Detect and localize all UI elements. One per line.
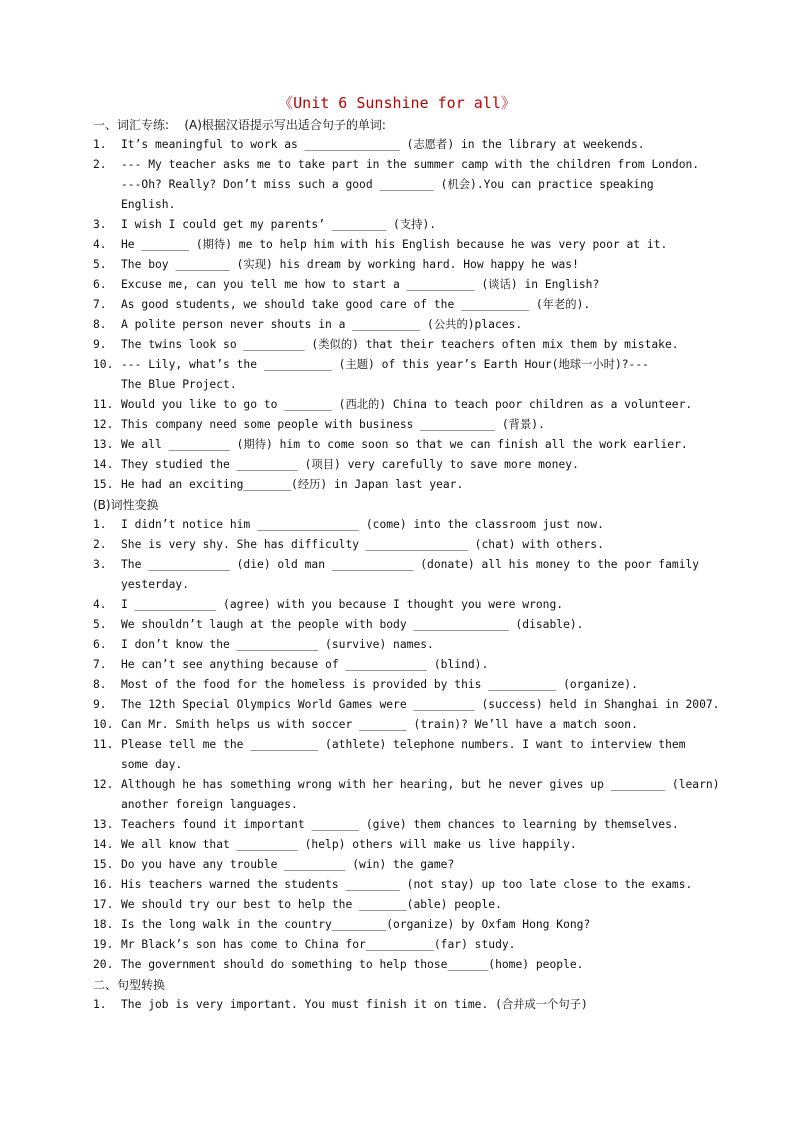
- item-text: He can’t see anything because of ____________ (blind).: [121, 658, 489, 671]
- item-text: English.: [121, 198, 176, 211]
- exercise-b-item: [93, 877, 713, 893]
- item-number: 5.: [93, 258, 107, 271]
- item-number: 14.: [93, 458, 114, 471]
- exercise-a-item: [93, 357, 713, 373]
- exercise-b-item: [93, 617, 713, 633]
- item-text: Excuse me, can you tell me how to start a __________ (谈话) in English?: [121, 278, 600, 291]
- item-number: 9.: [93, 698, 107, 711]
- exercise-a-item: [93, 457, 713, 473]
- section-heading-sentence-transform: 二、句型转换: [93, 978, 166, 992]
- item-text: This company need some people with business ___________ (背景).: [121, 418, 545, 431]
- exercise-a-item: [93, 297, 713, 313]
- exercise-b-item: [121, 757, 741, 773]
- exercise-a-item: [93, 237, 713, 253]
- item-number: 10.: [93, 358, 114, 371]
- exercise-a-item: [93, 337, 713, 353]
- item-number: 15.: [93, 858, 114, 871]
- spacer: [169, 118, 184, 132]
- item-number: 17.: [93, 898, 114, 911]
- item-number: 1.: [93, 138, 107, 151]
- item-number: 11.: [93, 398, 114, 411]
- item-number: 10.: [93, 718, 114, 731]
- item-number: 12.: [93, 778, 114, 791]
- item-text: --- My teacher asks me to take part in the summer camp with the children from London.: [121, 158, 700, 171]
- item-number: 19.: [93, 938, 114, 951]
- item-number: 1.: [93, 518, 107, 531]
- section-heading-vocabulary: [93, 117, 713, 133]
- item-text: We all know that _________ (help) others will make us live happily.: [121, 838, 577, 851]
- item-number: 3.: [93, 558, 107, 571]
- exercise-a-item: [93, 157, 713, 173]
- item-text: He had an exciting_______(经历) in Japan last year.: [121, 478, 464, 491]
- item-text: It’s meaningful to work as ______________ (志愿者) in the library at weekends.: [121, 138, 645, 151]
- exercise-a-item: [93, 477, 713, 493]
- item-number: 1.: [93, 998, 107, 1011]
- exercise-b-item: [93, 917, 713, 933]
- item-number: 4.: [93, 238, 107, 251]
- item-text: We all _________ (期待) him to come soon so that we can finish all the work earlier.: [121, 438, 688, 451]
- item-text: The ____________ (die) old man ____________ (donate) all his money to the poor family: [121, 558, 700, 571]
- item-text: Would you like to go to _______ (西北的) China to teach poor children as a volunteer.: [121, 398, 693, 411]
- item-text: The boy ________ (实现) his dream by working hard. How happy he was!: [121, 258, 579, 271]
- exercise-b-item: [93, 677, 713, 693]
- exercise-a-item: [93, 137, 713, 153]
- item-number: 13.: [93, 818, 114, 831]
- item-text: Mr Black’s son has come to China for__________(far) study.: [121, 938, 516, 951]
- exercise-b-item: [93, 777, 720, 793]
- item-text: We should try our best to help the _______(able) people.: [121, 898, 502, 911]
- exercise-b-item: [93, 517, 713, 533]
- exercise-b-item: [121, 577, 741, 593]
- item-number: 16.: [93, 878, 114, 891]
- exercise-b-item: [93, 537, 713, 553]
- exercise-2-item: [93, 997, 713, 1013]
- item-text: They studied the _________ (项目) very carefully to save more money.: [121, 458, 579, 471]
- item-text: Teachers found it important _______ (give) them chances to learning by themselves.: [121, 818, 679, 831]
- item-number: 5.: [93, 618, 107, 631]
- exercise-b-item: [93, 857, 713, 873]
- item-text: Can Mr. Smith helps us with soccer _______ (train)? We’ll have a match soon.: [121, 718, 638, 731]
- exercise-b-item: [93, 597, 713, 613]
- item-text: I wish I could get my parents’ ________ (支持).: [121, 218, 437, 231]
- item-number: 9.: [93, 338, 107, 351]
- item-text: She is very shy. She has difficulty _______________ (chat) with others.: [121, 538, 604, 551]
- item-number: 7.: [93, 658, 107, 671]
- exercise-b-item: [121, 797, 741, 813]
- item-number: 4.: [93, 598, 107, 611]
- exercise-a-item: [93, 277, 713, 293]
- page-title: 《Unit 6 Sunshine for all》: [278, 94, 516, 112]
- item-number: 7.: [93, 298, 107, 311]
- item-number: 2.: [93, 158, 107, 171]
- exercise-b-item: [93, 897, 713, 913]
- item-text: He _______ (期待) me to help him with his English because he was very poor at it.: [121, 238, 668, 251]
- item-text: The job is very important. You must finish it on time. (合并成一个句子): [121, 998, 588, 1011]
- item-number: 12.: [93, 418, 114, 431]
- item-text: His teachers warned the students ________ (not stay) up too late close to the exams.: [121, 878, 693, 891]
- item-text: ---Oh? Really? Don’t miss such a good ________ (机会).You can practice speaking: [121, 178, 654, 191]
- item-text: another foreign languages.: [121, 798, 298, 811]
- exercise-a-item: [121, 197, 741, 213]
- item-number: 3.: [93, 218, 107, 231]
- exercise-b-item: [93, 657, 713, 673]
- exercise-b-item: [93, 957, 713, 973]
- item-text: some day.: [121, 758, 183, 771]
- item-number: 15.: [93, 478, 114, 491]
- item-text: The twins look so _________ (类似的) that their teachers often mix them by mistake.: [121, 338, 679, 351]
- part-b-heading: (B)词性变换: [93, 498, 159, 512]
- item-text: Do you have any trouble _________ (win) the game?: [121, 858, 455, 871]
- exercise-a-item: [93, 437, 713, 453]
- item-text: --- Lily, what’s the __________ (主题) of this year’s Earth Hour(地球一小时)?---: [121, 358, 649, 371]
- item-text: yesterday.: [121, 578, 190, 591]
- exercise-b-item: [93, 717, 713, 733]
- exercise-a-item: [121, 377, 741, 393]
- item-text: I ____________ (agree) with you because I thought you were wrong.: [121, 598, 564, 611]
- item-text: The 12th Special Olympics World Games were _________ (success) held in Shanghai in 2007.: [121, 698, 720, 711]
- item-number: 20.: [93, 958, 114, 971]
- item-text: The Blue Project.: [121, 378, 237, 391]
- item-text: I don’t know the ____________ (survive) names.: [121, 638, 434, 651]
- item-number: 8.: [93, 678, 107, 691]
- part-a-heading: (A)根据汉语提示写出适合句子的单词:: [184, 118, 386, 132]
- item-number: 2.: [93, 538, 107, 551]
- item-text: A polite person never shouts in a __________ (公共的)places.: [121, 318, 523, 331]
- item-number: 6.: [93, 278, 107, 291]
- exercise-a-item: [93, 317, 713, 333]
- exercise-a-item: [93, 417, 713, 433]
- item-text: Although he has something wrong with her hearing, but he never gives up ________ (learn): [121, 778, 720, 791]
- item-text: Please tell me the __________ (athlete) telephone numbers. I want to interview them: [121, 738, 686, 751]
- item-number: 13.: [93, 438, 114, 451]
- item-number: 8.: [93, 318, 107, 331]
- exercise-b-item: [93, 697, 720, 713]
- exercise-b-item: [93, 817, 713, 833]
- item-text: Most of the food for the homeless is provided by this __________ (organize).: [121, 678, 638, 691]
- item-text: Is the long walk in the country________(organize) by Oxfam Hong Kong?: [121, 918, 591, 931]
- item-number: 11.: [93, 738, 114, 751]
- exercise-a-item: [93, 397, 713, 413]
- section-title: 一、词汇专练:: [93, 118, 170, 132]
- exercise-a-item: [121, 177, 741, 193]
- exercise-b-item: [93, 557, 713, 573]
- item-number: 18.: [93, 918, 114, 931]
- exercise-b-item: [93, 637, 713, 653]
- exercise-b-item: [93, 837, 713, 853]
- item-text: I didn’t notice him _______________ (come) into the classroom just now.: [121, 518, 604, 531]
- item-number: 14.: [93, 838, 114, 851]
- item-number: 6.: [93, 638, 107, 651]
- exercise-a-item: [93, 217, 713, 233]
- exercise-a-item: [93, 257, 713, 273]
- exercise-b-item: [93, 737, 713, 753]
- item-text: The government should do something to help those______(home) people.: [121, 958, 584, 971]
- item-text: We shouldn’t laugh at the people with body ______________ (disable).: [121, 618, 584, 631]
- item-text: As good students, we should take good care of the __________ (年老的).: [121, 298, 591, 311]
- exercise-b-item: [93, 937, 713, 953]
